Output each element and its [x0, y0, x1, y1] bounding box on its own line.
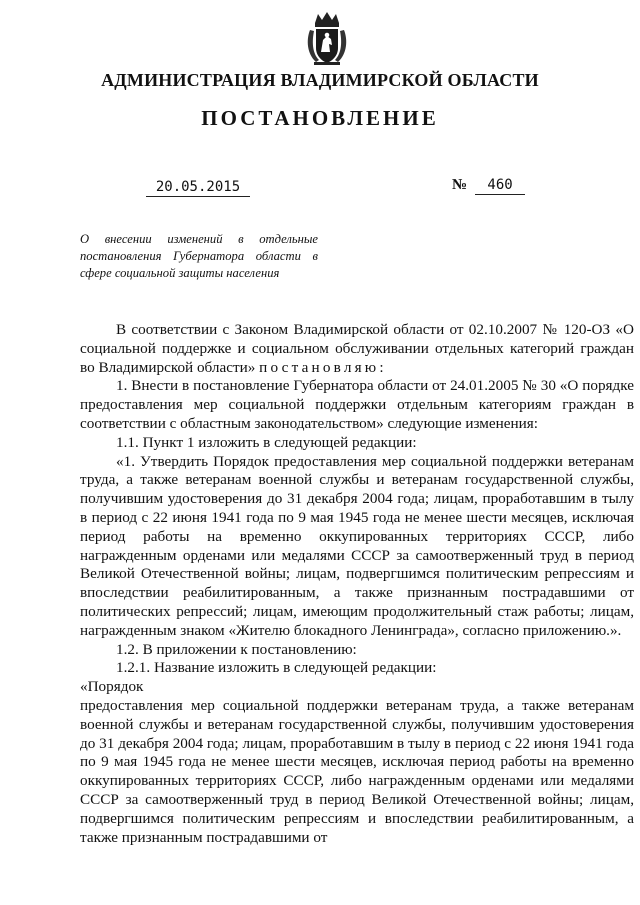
- document-date: 20.05.2015: [146, 178, 250, 197]
- coat-of-arms-icon: [304, 10, 350, 66]
- document-body: [80, 321, 634, 847]
- organization-title: АДМИНИСТРАЦИЯ ВЛАДИМИРСКОЙ ОБЛАСТИ: [101, 70, 539, 90]
- body-paragraph-4: «1. Утвердить Порядок предоставления мер социальной поддержки ветеранам труда, а также ветеранам военной службы и ветеранам государственной службы, получившим удостоверения до 31 декабря 2004 года; лицам, проработавшим в тылу в период с 22 июня 1941 года по 9 мая 1945 года не менее шести месяцев, исключая период работы на временно оккупированных территориях СССР, либо награжденным орденами или медалями СССР за самоотверженный труд в период Великой Отечественной войны; лицам, подвергшимся политическим репрессиям и впоследствии реабилитированным, а также признанным пострадавшими от политических репрессий; лицам, имеющим продолжительный стаж работы; лицам, награжденным знаком «Жителю блокадного Ленинграда», согласно приложению.».: [80, 452, 634, 639]
- number-sign: №: [452, 177, 468, 193]
- subject-line-1: О внесении изменений в отдельные: [80, 232, 318, 246]
- document-number-block: [452, 176, 525, 195]
- body-paragraph-5: 1.2. В приложении к постановлению:: [116, 640, 357, 658]
- body-paragraph-2: 1. Внести в постановление Губернатора области от 24.01.2005 № 30 «О порядке предоставления мер социальной поддержки отдельным категориям граждан в соответствии с областным законодательством» следующие изменения:: [80, 377, 634, 432]
- subject-line-2: постановления Губернатора области в: [80, 249, 318, 263]
- body-paragraph-6: 1.2.1. Название изложить в следующей редакции:: [116, 659, 437, 677]
- subject-line-3: сфере социальной защиты населения: [80, 266, 280, 280]
- decree-word: постановляю:: [259, 358, 387, 376]
- paragraph-1-text: В соответствии с Законом Владимирской области от 02.10.2007 № 120-ОЗ «О социальной поддержке и социальном обслуживании отдельных категорий граждан во Владимирской области»: [80, 321, 634, 376]
- order-title-text: предоставления мер социальной поддержки ветеранам труда, а также ветеранам военной службы и ветеранам государственной службы, получившим удостоверения до 31 декабря 2004 года; лицам, проработавшим в тылу в период с 22 июня 1941 года по 9 мая 1945 года не менее шести месяцев, исключая период работы на временно оккупированных территориях СССР, либо награжденным орденами или медалями СССР за самоотверженный труд в период Великой Отечественной войны; лицам, подвергшимся политическим репрессиям и впоследствии реабилитированным, а также признанным пострадавшими от: [80, 696, 634, 846]
- body-paragraph-3: 1.1. Пункт 1 изложить в следующей редакции:: [116, 433, 417, 451]
- document-number: 460: [475, 176, 525, 195]
- document-type-title: ПОСТАНОВЛЕНИЕ: [201, 106, 439, 130]
- order-title: «Порядок: [80, 678, 144, 696]
- document-subject: [80, 231, 318, 282]
- body-paragraph-1: [80, 321, 634, 377]
